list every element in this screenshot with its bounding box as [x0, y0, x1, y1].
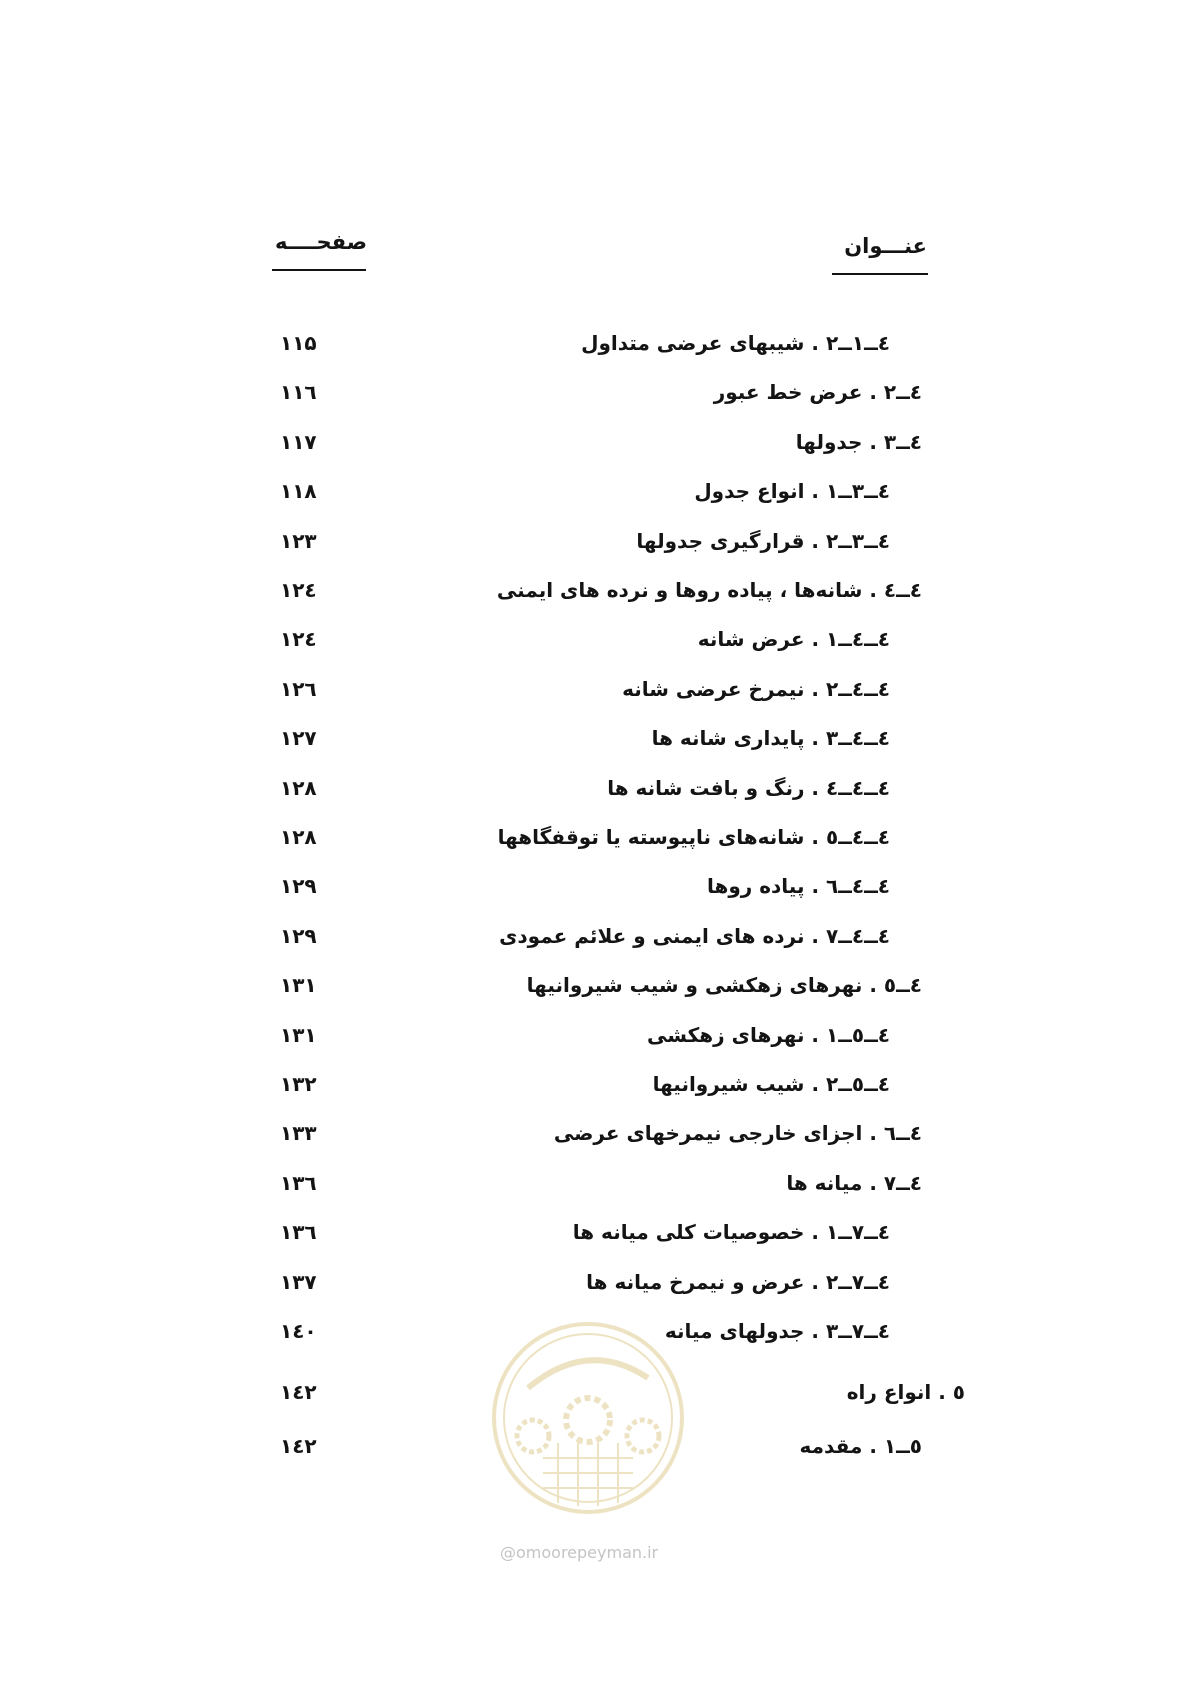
toc-entry-title: ٥ . انواع راه: [846, 1380, 965, 1404]
toc-entry-page-number: ۱۲۹: [280, 924, 317, 948]
toc-entry-page-number: ۱۱۷: [280, 430, 317, 454]
toc-entry: [0, 1168, 1190, 1198]
toc-entry-title: ٤ــ٤ــ١ . عرض شانه: [697, 627, 890, 651]
toc-entry-title: ٤ــ٤ــ٢ . نیمرخ عرضی شانه: [622, 677, 890, 701]
column-header-title: عنـــوان: [844, 234, 927, 258]
toc-entry-page-number: ۱۱٦: [280, 380, 317, 404]
toc-entry: [0, 1217, 1190, 1247]
toc-entry: [0, 328, 1190, 358]
toc-entry-page-number: ۱۲۷: [280, 726, 317, 750]
toc-entry-page-number: ۱۲٦: [280, 677, 317, 701]
toc-entry-page-number: ۱۳٦: [280, 1220, 317, 1244]
toc-entry-title: ٤ــ٤ــ٥ . شانه‌های ناپیوسته یا توقفگاهها: [497, 825, 890, 849]
toc-entry-title: ٥ــ١ . مقدمه: [799, 1434, 922, 1458]
toc-entry: [0, 575, 1190, 605]
toc-entry-page-number: ۱۲٤: [280, 627, 317, 651]
toc-entry-page-number: ۱۳۳: [280, 1121, 317, 1145]
toc-entry-page-number: ۱۱۸: [280, 479, 317, 503]
toc-entry-page-number: ۱۳۲: [280, 1072, 317, 1096]
toc-entry: [0, 1267, 1190, 1297]
toc-entry-title: ٤ــ٣ــ٢ . قرارگیری جدولها: [636, 529, 890, 553]
toc-entry: [0, 526, 1190, 556]
toc-entry-page-number: ۱٤۰: [280, 1319, 317, 1343]
toc-entry-title: ٤ــ٧ــ١ . خصوصیات کلی میانه ها: [572, 1220, 890, 1244]
toc-entry-title: ٤ــ٧ــ٣ . جدولهای میانه: [664, 1319, 890, 1343]
toc-entry-title: ٤ــ٢ . عرض خط عبور: [713, 380, 922, 404]
toc-entry: [0, 427, 1190, 457]
toc-entry-page-number: ۱۲٤: [280, 578, 317, 602]
toc-entry-title: ٤ــ٥ــ٢ . شیب شیروانیها: [652, 1072, 890, 1096]
toc-entry-title: ٤ــ٥ . نهرهای زهکشی و شیب شیروانیها: [526, 973, 922, 997]
toc-entry: [0, 1020, 1190, 1050]
toc-entry-page-number: ۱۲۸: [280, 825, 317, 849]
toc-entry-title: ٤ــ٧ . میانه ها: [786, 1171, 922, 1195]
toc-entry: [0, 476, 1190, 506]
toc-entry-page-number: ۱۳۷: [280, 1270, 317, 1294]
toc-entry: [0, 377, 1190, 407]
toc-entry: [0, 1118, 1190, 1148]
toc-entry: [0, 1069, 1190, 1099]
toc-entry-page-number: ۱۲۳: [280, 529, 317, 553]
toc-entry: [0, 624, 1190, 654]
toc-entry-title: ٤ــ٤ . شانه‌ها ، پیاده روها و نرده های ایمنی: [496, 578, 922, 602]
toc-entry: [0, 921, 1190, 951]
toc-entry-title: ٤ــ٤ــ٦ . پیاده روها: [706, 874, 890, 898]
toc-entry-page-number: ۱۳۱: [280, 973, 317, 997]
toc-entry-title: ٤ــ٤ــ٧ . نرده های ایمنی و علائم عمودی: [499, 924, 890, 948]
toc-entry-title: ٤ــ٤ــ٣ . پایداری شانه ها: [651, 726, 890, 750]
toc-entry-page-number: ۱٤۲: [280, 1380, 317, 1404]
toc-entry-page-number: ۱۳۱: [280, 1023, 317, 1047]
toc-entry-title: ٤ــ٧ــ٢ . عرض و نیمرخ میانه ها: [586, 1270, 890, 1294]
watermark-url: @omoorepeyman.ir: [500, 1543, 659, 1562]
toc-entry: [0, 723, 1190, 753]
toc-entry-page-number: ۱۱۵: [280, 331, 317, 355]
toc-entry-page-number: ۱۲۹: [280, 874, 317, 898]
column-header-page: صفحــــه: [275, 230, 367, 254]
toc-entry-title: ٤ــ٣ــ١ . انواع جدول: [694, 479, 890, 503]
toc-entry: [0, 970, 1190, 1000]
toc-entry-title: ٤ــ١ــ٢ . شیبهای عرضی متداول: [581, 331, 890, 355]
toc-entry-page-number: ۱۳٦: [280, 1171, 317, 1195]
toc-entry-page-number: ۱۲۸: [280, 776, 317, 800]
toc-entry-title: ٤ــ٣ . جدولها: [795, 430, 922, 454]
toc-entry: [0, 871, 1190, 901]
toc-entry: [0, 674, 1190, 704]
watermark-stamp-icon: [488, 1318, 688, 1518]
toc-entry-page-number: ۱٤۲: [280, 1434, 317, 1458]
toc-entry-title: ٤ــ٥ــ١ . نهرهای زهکشی: [647, 1023, 890, 1047]
toc-entry: [0, 773, 1190, 803]
toc-entry-title: ٤ــ٦ . اجزای خارجی نیمرخهای عرضی: [553, 1121, 922, 1145]
toc-entry: [0, 822, 1190, 852]
toc-entry-title: ٤ــ٤ــ٤ . رنگ و بافت شانه ها: [607, 776, 890, 800]
